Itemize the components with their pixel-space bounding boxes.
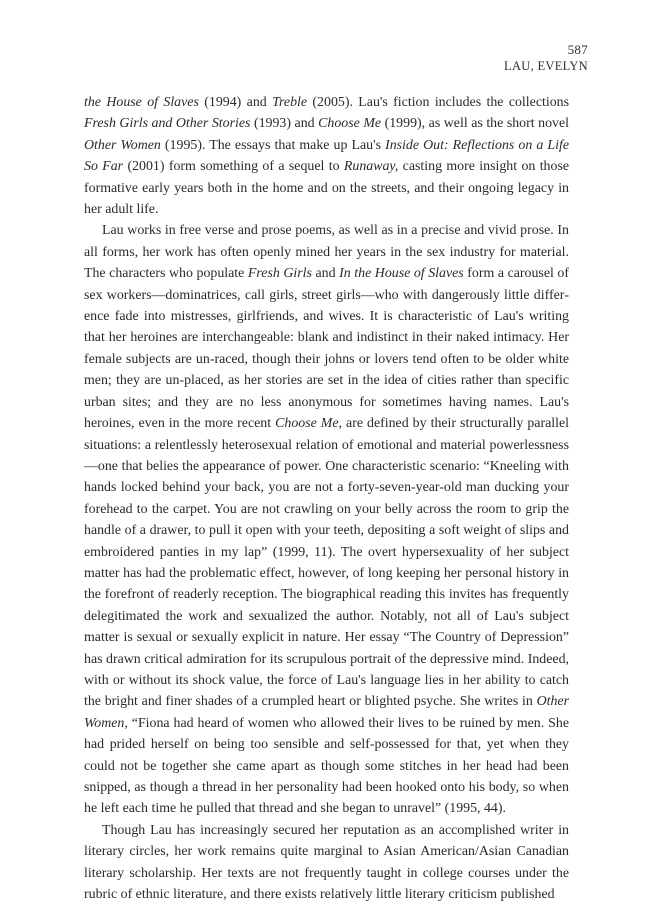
italic-title: Inside Out: Reflections on a Life So Far xyxy=(84,137,569,175)
italic-title: Treble xyxy=(272,95,308,110)
paragraph xyxy=(84,820,569,906)
italic-title: Choose Me, xyxy=(275,416,343,432)
italic-title: Fresh Girls and Other Stories xyxy=(84,116,251,132)
paragraph xyxy=(84,92,569,220)
text-run: (2001) form something of a sequel to xyxy=(123,159,344,175)
italic-title: Other Women xyxy=(84,137,161,153)
body-text xyxy=(84,92,569,905)
text-run: “Fiona had heard of women who allowed their lives to be ruined by men. She had prided herself on being too sensible and self-possessed for that, yet when they could not be together she came apart as though some stitches in her head had been snipped, as though a thread in her personality had been hooked onto his body, so when he left each time he pulled that thread and she began to unravel” (1995, 44). xyxy=(84,715,569,817)
running-head xyxy=(504,42,588,74)
running-title: LAU, EVELYN xyxy=(504,59,588,73)
text-run: Lau works in free verse and prose poems, as well as in a precise and vivid prose. In all forms, her work has often openly mined her years in the sex industry for material. The characters who populate xyxy=(84,223,569,282)
text-run: (1993) and xyxy=(250,116,319,132)
text-run: are defined by their structurally parallel situations: a relentlessly heterosexual relation of emotional and material powerlessness—one that belies the appearance of power. One characteristic scenario: “Kneeling with hands locked behind your back, you are not a forty-seven-year-old man ducking your forehead to the carpet. You are not crawling on your belly across the room to grip the handle of a drawer, to pull it open with your teeth, depositing a soft weight of slips and embroidered panties in my lap” (1999, 11). The overt hypersexuality of her subject matter has had the problematic effect, however, of long keeping her personal history in the forefront of readerly reception. The biographical reading this invites has frequently delegitimated the work and sexualized the author. Notably, not all of Lau's subject matter is sexual or sexually explicit in nature. Her essay “The Country of Depression” has drawn critical admiration for its scrupulous portrait of the depressive mind. Indeed, with or without its shock value, the force of Lau's language lies in her ability to catch the bright and finer shades of a crumpled heart or blighted psyche. She writes in xyxy=(84,416,569,710)
text-run: form a carousel of sex workers—dominatrices, call girls, street girls—who with dangerously little difference fade into mistresses, girlfriends, and wives. It is characteristic of Lau's writing that her heroines are interchangeable: blank and indistinct in their naked intimacy. Her female subjects are un-raced, though their johns or lovers tend often to be older white men; they are un-placed, as her stories are set in the idea of cities rather than specific urban sites; and they are no less anonymous for sometimes having names. Lau's heroines, even in the more recent xyxy=(84,266,569,432)
text-run: (1995). The essays that make up Lau's xyxy=(160,137,386,153)
page-number: 587 xyxy=(567,42,588,57)
paragraph xyxy=(84,220,569,819)
italic-title: Runaway, xyxy=(343,159,399,175)
text-run: (1999), as well as the short novel xyxy=(381,116,569,132)
italic-title: the House of Slaves xyxy=(84,95,199,110)
text-run: casting more insight on those formative early years both in the home and on the streets, and their ongoing legacy in her adult life. xyxy=(84,159,570,218)
italic-title: In the House of Slaves xyxy=(339,266,464,282)
italic-title: Other Women, xyxy=(84,694,569,731)
italic-title: Fresh Girls xyxy=(247,266,312,282)
text-run: and xyxy=(311,266,340,282)
text-run: (2005). Lau's fiction includes the collections xyxy=(307,95,569,110)
italic-title: Choose Me xyxy=(318,116,382,132)
text-run: Though Lau has increasingly secured her reputation as an accomplished writer in literary circles, her work remains quite marginal to Asian American/Asian Canadian literary scholarship. Her texts are not frequently taught in college courses under the rubric of ethnic literature, and there exists relatively little literary criticism published xyxy=(84,822,569,903)
text-run: (1994) and xyxy=(198,95,273,110)
